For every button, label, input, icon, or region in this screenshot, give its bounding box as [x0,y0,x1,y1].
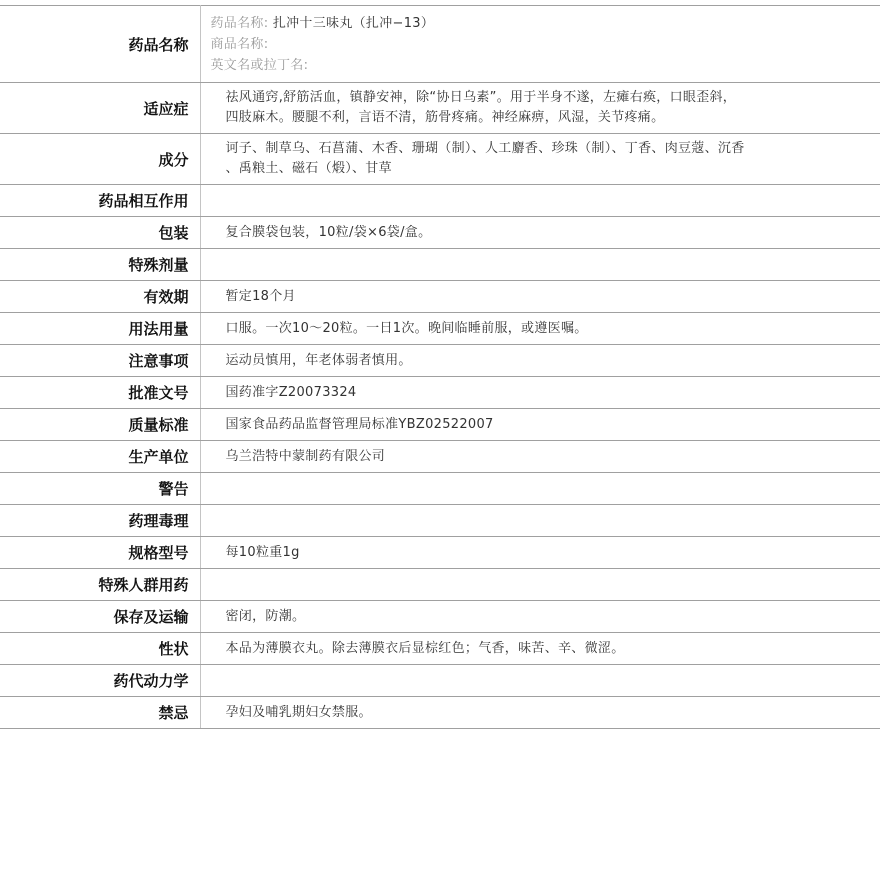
spec-value-line: 祛风通窍,舒筋活血，镇静安神，除“协日乌素”。用于半身不遂，左瘫右痪，口眼歪斜， [225,90,737,105]
trade-name-prefix: 商品名称: [210,36,269,52]
spec-label-pharmacology-toxicology: 药理毒理 [0,505,200,537]
spec-row-quality-standard [0,409,880,441]
spec-value-packaging [200,217,880,249]
spec-value-line: 本品为薄膜衣丸。除去薄膜衣后显棕红色；气香，味苦、辛、微涩。 [225,640,625,656]
spec-label-manufacturer: 生产单位 [0,441,200,473]
spec-row-packaging [0,217,880,249]
spec-value-manufacturer [200,441,880,473]
spec-value-drug-name [200,6,880,83]
spec-value-line: 密闭，防潮。 [225,608,306,624]
spec-label-special-populations: 特殊人群用药 [0,569,200,601]
spec-value-line: 、禹粮土、磁石（煅）、甘草 [225,161,392,176]
generic-name-prefix: 药品名称: [210,15,269,31]
spec-value-pharmacokinetics [200,665,880,697]
spec-value-approval-number [200,377,880,409]
spec-row-usage-dosage [0,313,880,345]
drug-spec-table [0,5,880,729]
spec-label-packaging: 包装 [0,217,200,249]
spec-row-specification [0,537,880,569]
spec-value-description [200,633,880,665]
spec-row-indications [0,83,880,134]
spec-value-quality-standard [200,409,880,441]
spec-row-description [0,633,880,665]
spec-value-precautions [200,345,880,377]
spec-label-special-dosage: 特殊剂量 [0,249,200,281]
spec-label-quality-standard: 质量标准 [0,409,200,441]
spec-row-special-dosage [0,249,880,281]
spec-value-line: 国家食品药品监督管理局标准YBZ02522007 [225,416,494,432]
spec-value-warning [200,473,880,505]
spec-row-pharmacology-toxicology [0,505,880,537]
spec-label-storage-transport: 保存及运输 [0,601,200,633]
spec-value-indications [200,83,880,134]
trade-name-line [211,34,871,55]
generic-name-value: 扎冲十三味丸（扎冲−13） [272,15,435,31]
spec-value-line: 每10粒重1g [225,544,300,560]
spec-label-specification: 规格型号 [0,537,200,569]
english-name-prefix: 英文名或拉丁名: [210,57,309,73]
spec-value-line: 复合膜袋包装，10粒/袋×6袋/盒。 [225,224,432,240]
spec-row-approval-number [0,377,880,409]
spec-row-pharmacokinetics [0,665,880,697]
english-name-line [211,55,871,76]
spec-row-ingredients [0,134,880,185]
spec-label-usage-dosage: 用法用量 [0,313,200,345]
spec-label-interactions: 药品相互作用 [0,185,200,217]
spec-label-description: 性状 [0,633,200,665]
spec-row-drug-name [0,6,880,83]
spec-label-contraindications: 禁忌 [0,697,200,729]
spec-row-warning [0,473,880,505]
spec-label-precautions: 注意事项 [0,345,200,377]
spec-value-ingredients [200,134,880,185]
spec-value-line: 诃子、制草乌、石菖蒲、木香、珊瑚（制）、人工麝香、珍珠（制）、丁香、肉豆蔻、沉香 [225,141,745,156]
spec-value-line: 暂定18个月 [225,288,296,304]
spec-value-line: 运动员慎用，年老体弱者慎用。 [225,352,412,368]
spec-value-validity [200,281,880,313]
spec-value-storage-transport [200,601,880,633]
spec-value-contraindications [200,697,880,729]
spec-value-line: 乌兰浩特中蒙制药有限公司 [225,448,386,464]
spec-row-precautions [0,345,880,377]
generic-name-line [211,13,871,34]
spec-value-specification [200,537,880,569]
spec-row-special-populations [0,569,880,601]
spec-value-line: 孕妇及哺乳期妇女禁服。 [225,704,372,720]
spec-label-ingredients: 成分 [0,134,200,185]
drug-spec-sheet [0,5,880,729]
spec-value-line: 四肢麻木。腰腿不利，言语不清，筋骨疼痛。神经麻痹，风湿，关节疼痛。 [225,110,665,125]
spec-value-interactions [200,185,880,217]
spec-value-line: 口服。一次10～20粒。一日1次。晚间临睡前服，或遵医嘱。 [225,320,588,336]
drug-spec-table-body [0,6,880,729]
spec-row-validity [0,281,880,313]
spec-label-pharmacokinetics: 药代动力学 [0,665,200,697]
spec-label-warning: 警告 [0,473,200,505]
spec-value-special-populations [200,569,880,601]
spec-value-line: 国药准字Z20073324 [225,384,357,400]
spec-label-approval-number: 批准文号 [0,377,200,409]
spec-label-indications: 适应症 [0,83,200,134]
spec-value-usage-dosage [200,313,880,345]
spec-label-validity: 有效期 [0,281,200,313]
spec-label-drug-name: 药品名称 [0,6,200,83]
spec-row-contraindications [0,697,880,729]
spec-row-manufacturer [0,441,880,473]
spec-value-pharmacology-toxicology [200,505,880,537]
spec-value-special-dosage [200,249,880,281]
spec-row-storage-transport [0,601,880,633]
spec-row-interactions [0,185,880,217]
